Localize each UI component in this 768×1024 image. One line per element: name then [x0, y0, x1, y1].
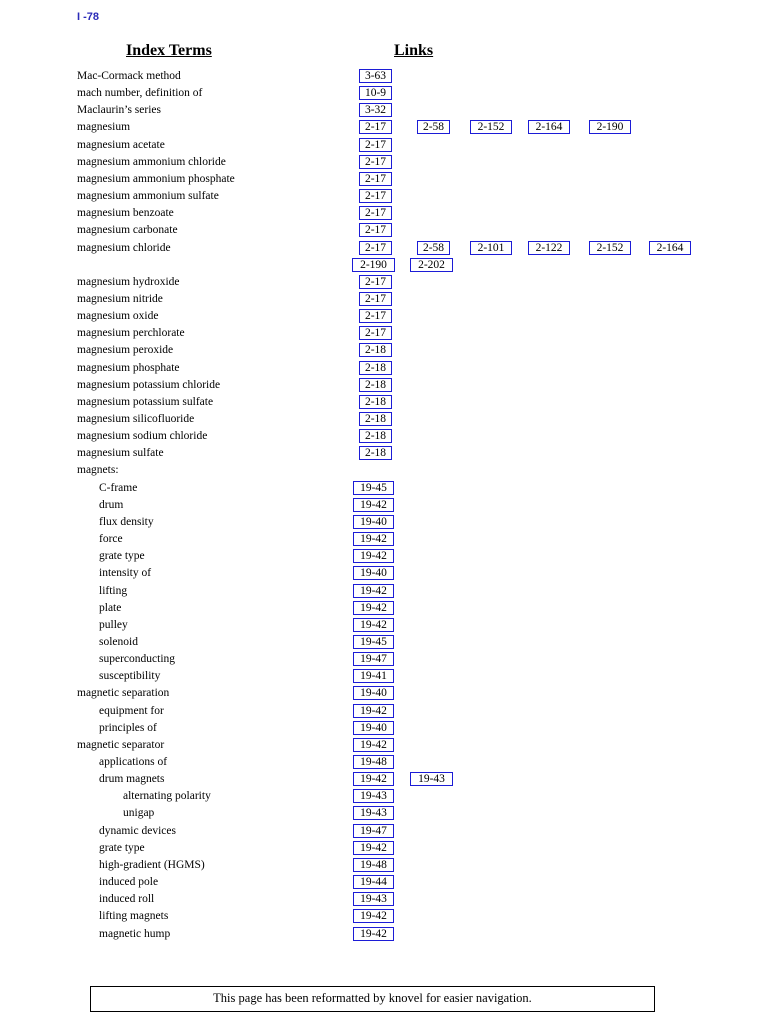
index-row [0, 343, 768, 360]
index-row [0, 429, 768, 446]
page-link[interactable]: 2-17 [359, 189, 392, 203]
page-link[interactable]: 2-202 [410, 258, 453, 272]
index-row [0, 909, 768, 926]
page-link[interactable]: 2-17 [359, 309, 392, 323]
page-link[interactable]: 2-190 [352, 258, 395, 272]
index-row [0, 189, 768, 206]
page-link[interactable]: 2-18 [359, 378, 392, 392]
index-row [0, 755, 768, 772]
index-row [0, 412, 768, 429]
index-row [0, 481, 768, 498]
index-term: magnesium [77, 121, 131, 134]
footer-note: This page has been reformatted by knovel for easier navigation. [90, 986, 655, 1012]
index-row [0, 806, 768, 823]
index-row [0, 275, 768, 292]
page-link[interactable]: 19-45 [353, 481, 394, 495]
index-term: magnesium sulfate [77, 447, 164, 460]
index-term: grate type [99, 841, 145, 854]
index-row [0, 309, 768, 326]
index-term: Maclaurin’s series [77, 104, 161, 117]
page-link[interactable]: 2-18 [359, 412, 392, 426]
index-term: pulley [99, 618, 128, 631]
index-term: magnesium nitride [77, 292, 163, 305]
index-row [0, 515, 768, 532]
index-term: magnesium carbonate [77, 224, 178, 237]
index-row [0, 635, 768, 652]
page-link[interactable]: 2-17 [359, 223, 392, 237]
index-term: susceptibility [99, 670, 161, 683]
index-term: principles of [99, 721, 157, 734]
index-term: solenoid [99, 635, 138, 648]
page-link[interactable]: 19-40 [353, 515, 394, 529]
page-link[interactable]: 19-40 [353, 721, 394, 735]
index-term: intensity of [99, 567, 152, 580]
index-term: induced pole [99, 876, 159, 888]
page-link[interactable]: 3-32 [359, 103, 392, 117]
index-row [0, 103, 768, 120]
index-term: force [99, 533, 123, 545]
page-link[interactable]: 2-18 [359, 446, 392, 460]
page-number: I -78 [77, 11, 100, 23]
index-term: magnetic separation [77, 687, 170, 700]
index-row [0, 172, 768, 189]
index-row [0, 69, 768, 86]
page-link[interactable]: 2-152 [470, 120, 512, 134]
index-row [0, 86, 768, 103]
index-term: magnesium potassium sulfate [77, 395, 214, 408]
index-term: unigap [123, 807, 155, 820]
index-row [0, 138, 768, 155]
index-term: flux density [99, 515, 154, 528]
page-link[interactable]: 19-47 [353, 824, 394, 838]
page-link[interactable]: 19-43 [353, 789, 394, 803]
index-row [0, 669, 768, 686]
page-link[interactable]: 2-17 [359, 120, 392, 134]
page-link[interactable]: 19-43 [353, 806, 394, 820]
index-term: mach number, definition of [77, 87, 203, 100]
index-term: high-gradient (HGMS) [99, 858, 205, 871]
page-link[interactable]: 19-42 [353, 772, 394, 786]
index-row [0, 378, 768, 395]
index-row [0, 206, 768, 223]
index-term: magnesium benzoate [77, 207, 174, 220]
index-row [0, 446, 768, 463]
index-row [0, 395, 768, 412]
index-term: magnesium silicofluoride [77, 413, 195, 425]
page-link[interactable]: 19-42 [353, 618, 394, 632]
index-term: applications of [99, 756, 168, 768]
page-link[interactable]: 2-17 [359, 206, 392, 220]
page-link[interactable]: 19-42 [353, 909, 394, 923]
page-link[interactable]: 2-101 [470, 241, 512, 255]
index-term: magnesium perchlorate [77, 327, 185, 340]
index-row [0, 618, 768, 635]
index-row [0, 875, 768, 892]
page-link[interactable]: 2-17 [359, 138, 392, 152]
index-term: C-frame [99, 481, 138, 494]
index-term: magnesium potassium chloride [77, 378, 221, 391]
page-link[interactable]: 19-42 [353, 738, 394, 752]
page-link[interactable]: 19-45 [353, 635, 394, 649]
page-link[interactable]: 2-17 [359, 326, 392, 340]
index-row [0, 704, 768, 721]
index-row [0, 652, 768, 669]
page-link[interactable]: 2-18 [359, 429, 392, 443]
index-row [0, 686, 768, 703]
index-term: magnesium phosphate [77, 361, 180, 374]
page-link[interactable]: 19-42 [353, 498, 394, 512]
page-link[interactable]: 19-42 [353, 704, 394, 718]
index-term: magnesium ammonium sulfate [77, 190, 219, 202]
index-term: equipment for [99, 704, 164, 717]
page-link[interactable]: 19-43 [353, 892, 394, 906]
page-link[interactable]: 2-17 [359, 292, 392, 306]
index-row [0, 241, 768, 258]
index-term: magnesium acetate [77, 138, 165, 151]
page-link[interactable]: 2-18 [359, 343, 392, 357]
index-term: magnesium peroxide [77, 344, 174, 357]
index-row [0, 292, 768, 309]
page-link[interactable]: 19-47 [353, 652, 394, 666]
page-link[interactable]: 3-63 [359, 69, 392, 83]
page-link[interactable]: 19-41 [353, 669, 394, 683]
page-link[interactable]: 10-9 [359, 86, 392, 100]
index-row [0, 566, 768, 583]
index-term: magnetic separator [77, 738, 165, 751]
page-link[interactable]: 19-40 [353, 566, 394, 580]
index-row [0, 326, 768, 343]
page-link[interactable]: 2-58 [417, 241, 450, 255]
page-link[interactable]: 2-152 [589, 241, 631, 255]
page-link[interactable]: 19-42 [353, 601, 394, 615]
page-link[interactable]: 19-48 [353, 755, 394, 769]
index-term: magnesium sodium chloride [77, 430, 208, 443]
page-link[interactable]: 19-48 [353, 858, 394, 872]
page-link[interactable]: 2-18 [359, 361, 392, 375]
index-row [0, 721, 768, 738]
page-link[interactable]: 2-17 [359, 275, 392, 289]
index-row [0, 738, 768, 755]
index-row [0, 155, 768, 172]
page-link[interactable]: 19-44 [353, 875, 394, 889]
index-row [0, 601, 768, 618]
index-row [0, 858, 768, 875]
index-term: magnesium hydroxide [77, 275, 180, 288]
index-term: dynamic devices [99, 824, 176, 837]
index-row [0, 892, 768, 909]
index-term: Mac-Cormack method [77, 70, 181, 82]
page-link[interactable]: 19-43 [410, 772, 453, 786]
index-row [0, 120, 768, 137]
page-link[interactable]: 19-42 [353, 549, 394, 563]
index-term: plate [99, 601, 122, 614]
index-term: alternating polarity [123, 790, 211, 803]
index-row [0, 361, 768, 378]
index-row [0, 463, 768, 480]
index-term: magnesium chloride [77, 241, 171, 254]
page-link[interactable]: 2-122 [528, 241, 570, 255]
page-link[interactable]: 19-42 [353, 927, 394, 941]
page-link[interactable]: 2-18 [359, 395, 392, 409]
page-link[interactable]: 2-17 [359, 241, 392, 255]
index-term: magnesium ammonium chloride [77, 155, 226, 168]
page-link[interactable]: 19-42 [353, 841, 394, 855]
index-term: lifting [99, 584, 128, 597]
index-term: grate type [99, 550, 145, 563]
page-link[interactable]: 2-164 [649, 241, 691, 255]
index-row [0, 223, 768, 240]
index-term: induced roll [99, 893, 155, 906]
page-link[interactable]: 2-190 [589, 120, 631, 134]
links-heading: Links [394, 42, 434, 59]
page-link[interactable]: 19-40 [353, 686, 394, 700]
index-term: lifting magnets [99, 910, 169, 923]
page-link[interactable]: 19-42 [353, 584, 394, 598]
page-link[interactable]: 2-17 [359, 172, 392, 186]
page-link[interactable]: 19-42 [353, 532, 394, 546]
index-row [0, 772, 768, 789]
page-link[interactable]: 2-58 [417, 120, 450, 134]
index-term: superconducting [99, 653, 176, 666]
index-term: magnetic hump [99, 927, 171, 940]
index-term: drum magnets [99, 773, 165, 786]
index-row [0, 549, 768, 566]
index-term: magnets: [77, 464, 119, 477]
page-link[interactable]: 2-164 [528, 120, 570, 134]
index-term: magnesium oxide [77, 310, 159, 323]
index-term: magnesium ammonium phosphate [77, 172, 235, 185]
index-terms-heading: Index Terms [126, 42, 212, 59]
index-row [0, 498, 768, 515]
index-row [0, 532, 768, 549]
index-term: drum [99, 498, 124, 511]
index-row [0, 927, 768, 944]
index-row [0, 258, 768, 275]
index-row [0, 789, 768, 806]
index-row [0, 584, 768, 601]
page-link[interactable]: 2-17 [359, 155, 392, 169]
index-row [0, 824, 768, 841]
index-row [0, 841, 768, 858]
